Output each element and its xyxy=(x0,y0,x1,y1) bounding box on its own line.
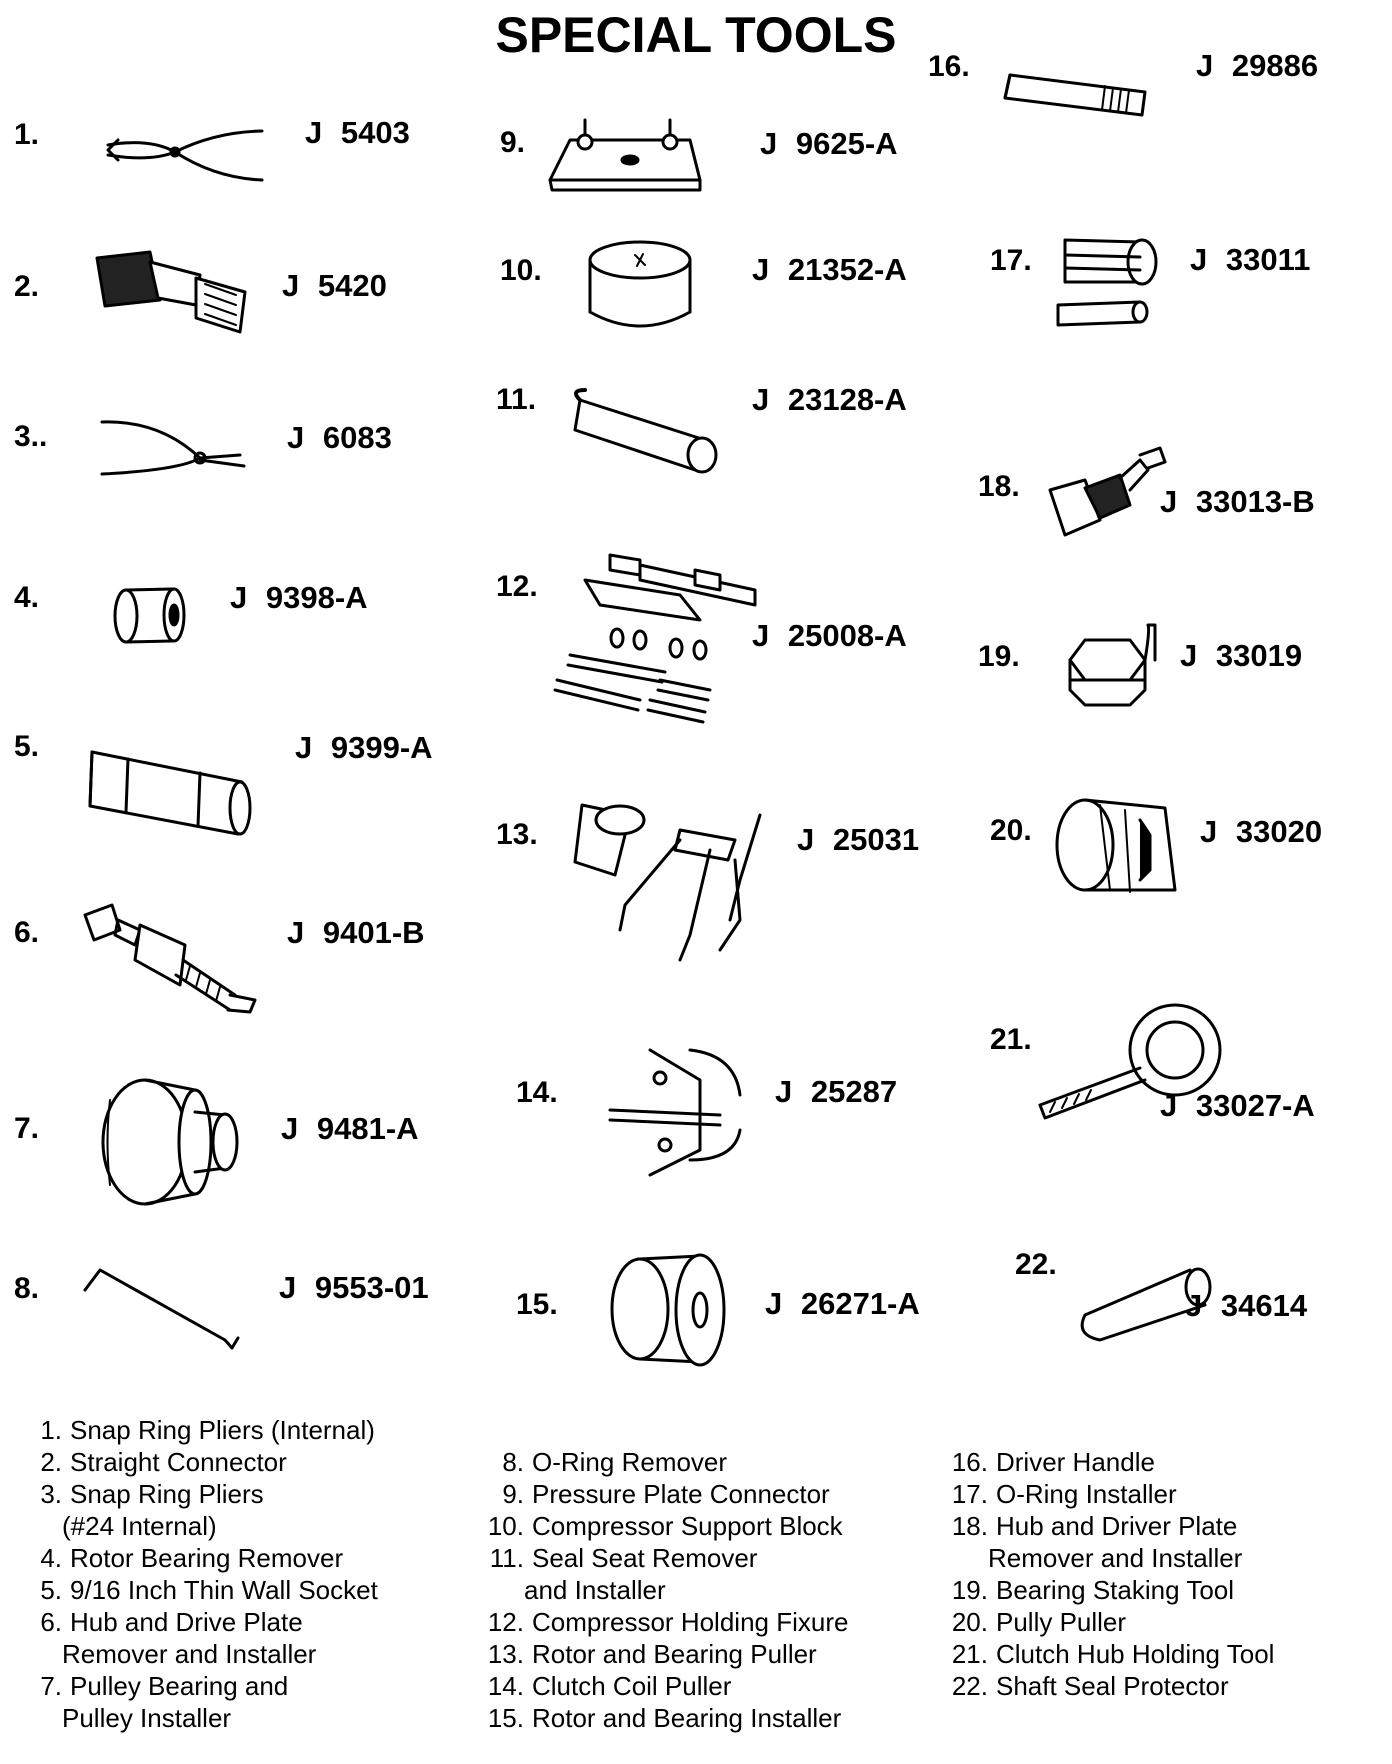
legend-item xyxy=(24,1414,378,1446)
support-block-icon xyxy=(590,242,690,326)
legend-item-text: Compressor Support Block xyxy=(532,1511,843,1541)
legend-item-number: 14. xyxy=(487,1671,524,1701)
legend-item-text: Driver Handle xyxy=(996,1447,1155,1477)
legend-item-number: 19. xyxy=(951,1575,988,1605)
legend-item-text: Snap Ring Pliers (Internal) xyxy=(70,1415,375,1445)
legend-item xyxy=(24,1542,378,1574)
legend-item xyxy=(486,1638,848,1670)
bearing-remover-icon xyxy=(115,589,184,642)
legend-item-number: 5. xyxy=(40,1575,62,1605)
hub-driver-plate-icon xyxy=(1050,448,1165,535)
legend-item-number: 20. xyxy=(951,1607,988,1637)
legend-item-number: 9. xyxy=(502,1479,524,1509)
tool-number: 20. xyxy=(990,814,1032,847)
legend-item-text: 9/16 Inch Thin Wall Socket xyxy=(70,1575,378,1605)
tool-number: 5. xyxy=(14,730,40,763)
tool-number: 6. xyxy=(14,916,40,949)
tool-number: 13. xyxy=(496,818,538,851)
part-number: J 33013-B xyxy=(1160,484,1315,519)
part-number: J 29886 xyxy=(1196,48,1319,83)
part-number: J 23128-A xyxy=(752,382,907,417)
legend-item-text: Compressor Holding Fixure xyxy=(532,1607,849,1637)
tool-number: 10. xyxy=(500,254,542,287)
tool-number: 18. xyxy=(978,470,1020,503)
tool-number: 2. xyxy=(14,270,40,303)
legend-item-number: 22. xyxy=(951,1671,988,1701)
page-title: SPECIAL TOOLS xyxy=(495,7,897,63)
legend-item xyxy=(24,1574,378,1606)
legend-item-text: Clutch Hub Holding Tool xyxy=(996,1639,1275,1669)
legend-item-text: Hub and Drive Plate xyxy=(70,1607,303,1637)
part-number: J 21352-A xyxy=(752,252,907,287)
part-number: J 5403 xyxy=(305,115,410,150)
coil-puller-icon xyxy=(610,1050,740,1175)
legend-item-number: 1. xyxy=(40,1415,62,1445)
part-number: J 9399-A xyxy=(295,730,433,765)
legend-item-text: Straight Connector xyxy=(70,1447,287,1477)
tool-number: 9. xyxy=(500,126,526,159)
legend-item-continuation: Remover and Installer xyxy=(62,1639,317,1669)
legend-item xyxy=(24,1670,378,1702)
legend-item-text: Shaft Seal Protector xyxy=(996,1671,1229,1701)
legend-item-text: Clutch Coil Puller xyxy=(532,1671,732,1701)
pressure-plate-connector-icon xyxy=(550,120,700,190)
legend-item xyxy=(950,1510,1274,1542)
legend-item-number: 21. xyxy=(951,1639,988,1669)
tool-number: 19. xyxy=(978,640,1020,673)
legend-item-text: O-Ring Remover xyxy=(532,1447,728,1477)
legend-item-text: Rotor and Bearing Puller xyxy=(532,1639,817,1669)
legend-item-number: 8. xyxy=(502,1447,524,1477)
tool-number: 1. xyxy=(14,118,40,151)
part-number: J 6083 xyxy=(287,420,392,455)
part-number: J 33019 xyxy=(1180,638,1303,673)
tool-number: 8. xyxy=(14,1272,40,1305)
legend-item xyxy=(950,1446,1274,1478)
holding-fixture-icon xyxy=(555,555,755,722)
legend-item xyxy=(950,1574,1274,1606)
legend-item xyxy=(950,1670,1274,1702)
legend-item-text: Pully Puller xyxy=(996,1607,1127,1637)
legend-item-text: Seal Seat Remover xyxy=(532,1543,758,1573)
part-number: J 9398-A xyxy=(230,580,368,615)
bearing-installer-icon xyxy=(612,1255,724,1365)
o-ring-installer-icon xyxy=(1058,240,1156,325)
part-number: J 33011 xyxy=(1190,242,1311,277)
pulley-puller-icon xyxy=(1057,800,1175,892)
legend-item-text: Pulley Bearing and xyxy=(70,1671,289,1701)
legend-column-3 xyxy=(950,1446,1274,1702)
legend-item-number: 2. xyxy=(40,1447,62,1477)
legend-item xyxy=(486,1606,848,1638)
legend-item-text: Hub and Driver Plate xyxy=(996,1511,1238,1541)
tool-number: 22. xyxy=(1015,1248,1057,1281)
legend-item xyxy=(24,1446,378,1478)
tool-number: 21. xyxy=(990,1023,1032,1056)
legend-item xyxy=(950,1478,1274,1510)
legend-item xyxy=(486,1702,848,1734)
tool-number: 11. xyxy=(496,383,537,416)
legend-item-number: 10. xyxy=(487,1511,524,1541)
legend-item xyxy=(486,1542,848,1574)
part-number: J 33027-A xyxy=(1160,1088,1315,1123)
staking-tool-icon xyxy=(1070,625,1155,705)
legend-item-number: 3. xyxy=(40,1479,62,1509)
legend-item-number: 18. xyxy=(951,1511,988,1541)
part-number: J 5420 xyxy=(282,268,387,303)
part-number: J 9553-01 xyxy=(279,1270,429,1305)
tool-number: 3.. xyxy=(14,420,48,453)
part-number: J 9625-A xyxy=(760,126,898,161)
part-number: J 34614 xyxy=(1185,1288,1308,1323)
legend-item-number: 17. xyxy=(951,1479,988,1509)
bearing-puller-icon xyxy=(575,805,760,960)
legend-item xyxy=(486,1446,848,1478)
legend-item-text: Bearing Staking Tool xyxy=(996,1575,1235,1605)
tool-number: 4. xyxy=(14,581,40,614)
legend-item-number: 13. xyxy=(487,1639,524,1669)
legend-item-number: 4. xyxy=(40,1543,62,1573)
hub-remover-icon xyxy=(85,905,255,1012)
driver-handle-icon xyxy=(1005,75,1145,115)
legend-item-number: 7. xyxy=(40,1671,62,1701)
tool-number: 12. xyxy=(496,570,538,603)
tool-number: 15. xyxy=(516,1288,558,1321)
legend-item-text: Snap Ring Pliers xyxy=(70,1479,264,1509)
legend-item-number: 6. xyxy=(40,1607,62,1637)
tool-number: 16. xyxy=(928,50,970,83)
legend-item xyxy=(24,1606,378,1638)
legend-item-text: Rotor Bearing Remover xyxy=(70,1543,344,1573)
straight-connector-icon xyxy=(97,252,245,332)
legend-item xyxy=(24,1478,378,1510)
seal-seat-remover-icon xyxy=(575,390,716,472)
tool-number: 7. xyxy=(14,1112,40,1145)
part-number: J 9401-B xyxy=(287,915,425,950)
part-number: J 26271-A xyxy=(765,1286,920,1321)
legend-item-text: Pressure Plate Connector xyxy=(532,1479,830,1509)
legend-item-text: Rotor and Bearing Installer xyxy=(532,1703,842,1733)
legend-item-continuation: Pulley Installer xyxy=(62,1703,232,1733)
socket-icon xyxy=(90,752,250,834)
legend-item-continuation: Remover and Installer xyxy=(988,1543,1243,1573)
tool-number: 14. xyxy=(516,1076,558,1109)
snap-ring-pliers-icon xyxy=(102,422,244,474)
legend-item-number: 11. xyxy=(489,1543,524,1573)
legend-item-number: 16. xyxy=(951,1447,988,1477)
part-number: J 25031 xyxy=(797,822,920,857)
legend-item xyxy=(486,1510,848,1542)
legend-column-1 xyxy=(24,1414,378,1734)
part-number: J 25008-A xyxy=(752,618,907,653)
snap-ring-pliers-icon xyxy=(108,131,262,180)
tool-number: 17. xyxy=(990,244,1032,277)
legend-item-number: 12. xyxy=(487,1607,524,1637)
legend-item xyxy=(486,1670,848,1702)
part-number: J 9481-A xyxy=(281,1111,419,1146)
o-ring-remover-icon xyxy=(85,1270,238,1348)
legend-item xyxy=(950,1638,1274,1670)
legend-item-continuation: (#24 Internal) xyxy=(62,1511,217,1541)
part-number: J 25287 xyxy=(775,1074,898,1109)
part-number: J 33020 xyxy=(1200,814,1323,849)
legend-item xyxy=(486,1478,848,1510)
legend-item xyxy=(950,1606,1274,1638)
legend-column-2 xyxy=(486,1446,848,1734)
legend-item-text: O-Ring Installer xyxy=(996,1479,1177,1509)
pulley-installer-icon xyxy=(103,1080,237,1204)
legend-item-number: 15. xyxy=(487,1703,524,1733)
legend-item-continuation: and Installer xyxy=(524,1575,666,1605)
